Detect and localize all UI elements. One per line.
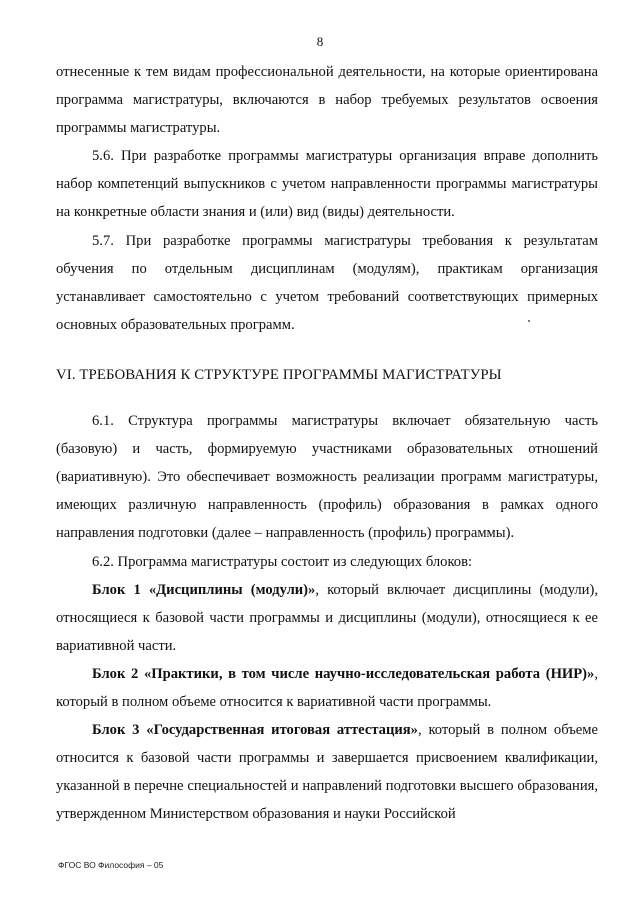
block-2-text: , который в полном объеме относится к вариативной части программы. [56, 665, 598, 710]
paragraph-5-7: 5.7. При разработке программы магистратуры требования к результатам обучения по отдельным дисциплинам (модулям), практикам организация устанавливает самостоятельно с учетом требований соответствующих примерных основных образовательных программ. [56, 232, 598, 333]
block-1-title: Блок 1 «Дисциплины (модули)» [92, 581, 316, 598]
block-3-paragraph [56, 716, 598, 828]
block-2-title: Блок 2 «Практики, в том числе научно-исследовательская работа (НИР)» [92, 665, 595, 682]
scan-speck [528, 320, 530, 322]
document-body [56, 58, 598, 828]
block-1-paragraph [56, 576, 598, 660]
block-3-title: Блок 3 «Государственная итоговая аттестация» [92, 722, 418, 739]
block-1-text: , который включает дисциплины (модули), относящиеся к базовой части программы и дисциплины (модули), относящиеся к ее вариативной части. [56, 581, 599, 654]
paragraph-6-2: 6.2. Программа магистратуры состоит из следующих блоков: [92, 553, 473, 570]
page-footer: ФГОС ВО Философия – 05 [58, 860, 164, 870]
paragraph-6-1: 6.1. Структура программы магистратуры включает обязательную часть (базовую) и часть, формируемую участниками образовательных отношений (вариативную). Это обеспечивает возможность реализации программ магистратуры, имеющих различную направленность (профиль) образования в рамках одного направления подготовки (далее – направленность (профиль) программы). [56, 413, 598, 542]
paragraph-5-6: 5.6. При разработке программы магистратуры организация вправе дополнить набор компетенций выпускников с учетом направленности программы магистратуры на конкретные области знания и (или) вид (виды) деятельности. [56, 148, 598, 221]
paragraph-continuation: отнесенные к тем видам профессиональной деятельности, на которые ориентирована программа магистратуры, включаются в набор требуемых результатов освоения программы магистратуры. [56, 64, 598, 137]
block-3-text: , который в полном объеме относится к базовой части программы и завершается присвоением квалификации, указанной в перечне специальностей и направлений подготовки высшего образования, утвержденном Министерством образования и науки Российской [56, 722, 598, 823]
block-2-paragraph [56, 660, 598, 716]
page-number: 8 [316, 34, 324, 49]
section-heading: VI. ТРЕБОВАНИЯ К СТРУКТУРЕ ПРОГРАММЫ МАГИСТРАТУРЫ [56, 366, 502, 383]
